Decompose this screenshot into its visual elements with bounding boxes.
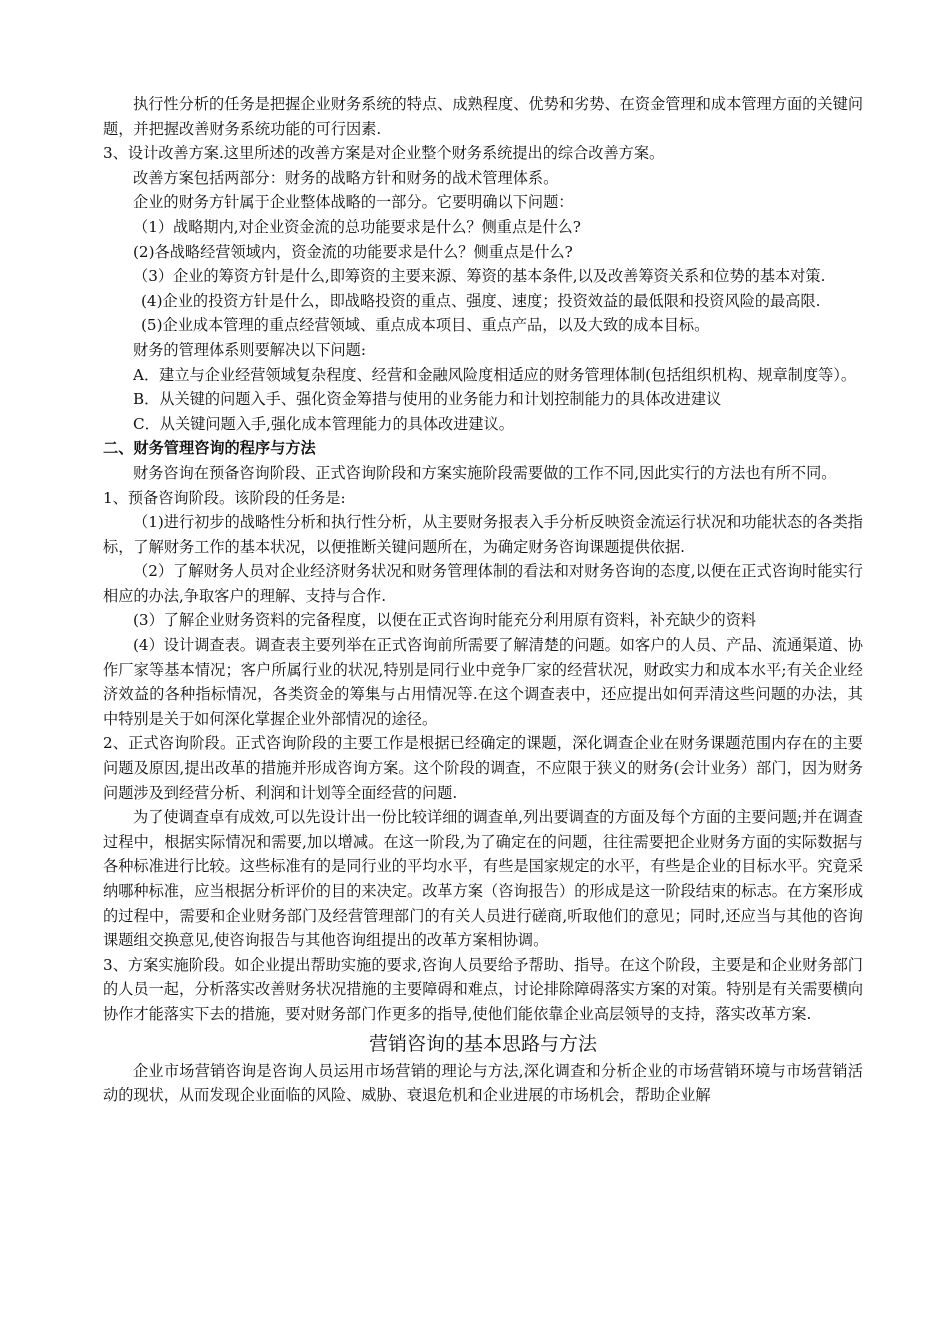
paragraph: 1、预备咨询阶段。该阶段的任务是: — [103, 488, 346, 507]
paragraph: 财务咨询在预备咨询阶段、正式咨询阶段和方案实施阶段需要做的工作不同,因此实行的方法也有所不同。 — [133, 463, 837, 482]
paragraph: 执行性分析的任务是把握企业财务系统的特点、成熟程度、优势和劣势、在资金管理和成本管理方面的关键问题，并把握改善财务系统功能的可行因素. — [103, 95, 863, 138]
paragraph: A．建立与企业经营领域复杂程度、经营和金融风险度相适应的财务管理体制(包括组织机构、规章制度等）。 — [133, 365, 857, 384]
paragraph: (5)企业成本管理的重点经营领域、重点成本项目、重点产品，以及大致的成本目标。 — [141, 316, 710, 335]
paragraph: (4）设计调查表。调查表主要列举在正式咨询前所需要了解清楚的问题。如客户的人员、产品、流通渠道、协作厂家等基本情况；客户所属行业的状况,特别是同行业中竞争厂家的经营状况，财政实力和成本水平;有关企业经济效益的各种指标情况，各类资金的筹集与占用情况等.在这个调查表中，还应提出如何弄清这些问题的办法，其中特别是关于如何深化掌握企业外部情况的途径。 — [103, 636, 863, 728]
paragraph: C．从关键问题入手,强化成本管理能力的具体改进建议。 — [133, 414, 514, 433]
paragraph: （1）战略期内,对企业资金流的总功能要求是什么？侧重点是什么? — [133, 217, 581, 236]
paragraph: 企业市场营销咨询是咨询人员运用市场营销的理论与方法,深化调查和分析企业的市场营销环境与市场营销活动的现状，从而发现企业面临的风险、威胁、衰退危机和企业进展的市场机会，帮助企业解 — [103, 1061, 863, 1105]
paragraph: 为了使调查卓有成效,可以先设计出一份比较详细的调查单,列出要调查的方面及每个方面的主要问题;并在调查过程中，根据实际情况和需要,加以增减。在这一阶段,为了确定在的问题，往往需要把企业财务方面的实际数据与各种标准进行比较。这些标准有的是同行业的平均水平，有些是国家规定的水平，有些是企业的目标水平。究竟采纳哪种标准，应当根据分析评价的目的来决定。改革方案（咨询报告）的形成是这一阶段结束的标志。在方案形成的过程中，需要和企业财务部门及经营管理部门的有关人员进行磋商,听取他们的意见；同时,还应当与其他的咨询课题组交换意见,使咨询报告与其他咨询组提出的改革方案相协调。 — [103, 808, 863, 950]
paragraph: 企业的财务方针属于企业整体战略的一部分。它要明确以下问题： — [133, 193, 574, 212]
page-title: 营销咨询的基本思路与方法 — [368, 1032, 597, 1055]
paragraph: (3）了解企业财务资料的完备程度，以便在正式咨询时能充分利用原有资料，补充缺少的资料 — [133, 611, 757, 630]
paragraph: (2)各战略经营领域内，资金流的功能要求是什么？侧重点是什么? — [133, 242, 573, 261]
paragraph: （3）企业的筹资方针是什么,即筹资的主要来源、筹资的基本条件,以及改善筹资关系和位势的基本对策. — [133, 267, 826, 286]
document-body — [103, 92, 863, 1108]
section-heading: 二、财务管理咨询的程序与方法 — [103, 439, 316, 458]
paragraph: 改善方案包括两部分：财务的战略方针和财务的战术管理体系。 — [133, 168, 559, 187]
paragraph: (4)企业的投资方针是什么，即战略投资的重点、强度、速度；投资效益的最低限和投资风险的最高限. — [141, 291, 821, 310]
paragraph: 3、设计改善方案.这里所述的改善方案是对企业整个财务系统提出的综合改善方案。 — [103, 144, 665, 163]
paragraph: 3、方案实施阶段。如企业提出帮助实施的要求,咨询人员要给予帮助、指导。在这个阶段，主要是和企业财务部门的人员一起，分析落实改善财务状况措施的主要障碍和难点，讨论排除障碍落实方案的对策。特别是有关需要横向协作才能落实下去的措施，要对财务部门作更多的指导,使他们能依靠企业高层领导的支持，落实改革方案. — [103, 955, 863, 1023]
paragraph: 财务的管理体系则要解决以下问题: — [133, 340, 366, 359]
paragraph: B．从关键的问题入手、强化资金筹措与使用的业务能力和计划控制能力的具体改进建议 — [133, 390, 722, 409]
paragraph: 2、正式咨询阶段。正式咨询阶段的主要工作是根据已经确定的课题，深化调查企业在财务课题范围内存在的主要问题及原因,提出改革的措施并形成咨询方案。这个阶段的调查，不应限于狭义的财务(会计业务）部门，因为财务问题涉及到经营分析、利润和计划等全面经营的问题. — [103, 734, 863, 802]
paragraph: （2）了解财务人员对企业经济财务状况和财务管理体制的看法和对财务咨询的态度,以便在正式咨询时能实行相应的办法,争取客户的理解、支持与合作. — [103, 562, 863, 605]
paragraph: （1)进行初步的战略性分析和执行性分析，从主要财务报表入手分析反映资金流运行状况和功能状态的各类指标，了解财务工作的基本状况，以便推断关键问题所在，为确定财务咨询课题提供依据. — [103, 513, 863, 556]
